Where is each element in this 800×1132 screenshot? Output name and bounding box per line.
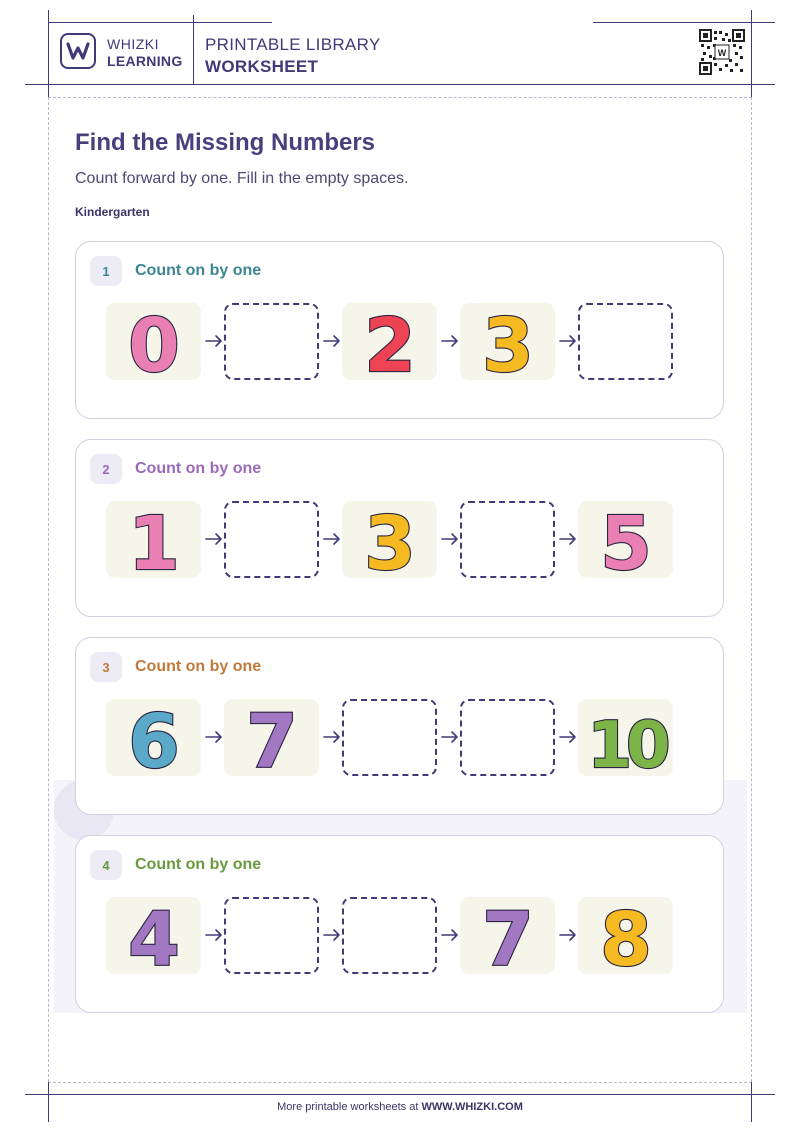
exercise-title: Count on by one [135,856,262,873]
number-tile [460,897,555,974]
exercise-card-1 [75,241,724,419]
instructions: Count forward by one. Fill in the empty spaces. [75,170,409,187]
number-value: 5 [599,501,652,578]
answer-blank[interactable] [224,303,319,380]
whizki-logo-icon [60,33,96,69]
arrow-right-icon [557,528,579,550]
page-title: Find the Missing Numbers [75,129,376,156]
exercise-number: 4 [90,850,122,880]
footer [0,1101,800,1113]
qr-center-label: W [717,48,727,58]
arrow-right-icon [321,330,343,352]
arrow-right-icon [203,924,225,946]
frame-dash-right [751,97,752,1082]
arrow-right-icon [557,330,579,352]
exercise-title: Count on by one [135,460,262,477]
number-tile [224,699,319,776]
number-value: 4 [127,897,180,974]
number-tile [106,699,201,776]
number-tile [460,303,555,380]
exercise-card-3 [75,637,724,815]
brand-name: WHIZKI [107,36,159,52]
arrow-right-icon [321,528,343,550]
number-value: 3 [363,501,416,578]
answer-blank[interactable] [460,501,555,578]
number-value: 0 [127,303,180,380]
number-value: 7 [245,699,298,776]
worksheet-label: WORKSHEET [205,57,319,76]
frame-dash-top [48,97,752,98]
number-tile [106,501,201,578]
footer-text: More printable worksheets at [277,1101,422,1113]
exercise-title: Count on by one [135,658,262,675]
exercise-card-2 [75,439,724,617]
frame-line-top-left [48,22,272,23]
grade-level: Kindergarten [75,205,150,219]
qr-code-icon [699,29,745,75]
number-tile [106,897,201,974]
arrow-right-icon [203,528,225,550]
footer-link[interactable]: WWW.WHIZKI.COM [421,1101,523,1113]
answer-blank[interactable] [342,699,437,776]
answer-blank[interactable] [224,897,319,974]
library-label: PRINTABLE LIBRARY [205,35,381,54]
arrow-right-icon [557,924,579,946]
frame-dash-left [48,97,49,1082]
number-tile [578,897,673,974]
frame-line-footer [25,1094,775,1095]
frame-line-divider [193,15,194,85]
number-value: 6 [127,699,180,776]
arrow-right-icon [321,924,343,946]
brand-tagline: LEARNING [107,53,183,69]
number-value: 2 [363,303,416,380]
arrow-right-icon [321,726,343,748]
number-value: 1 [127,501,180,578]
exercise-title: Count on by one [135,262,262,279]
number-value: 7 [481,897,534,974]
exercise-number: 2 [90,454,122,484]
number-tile [342,501,437,578]
number-value: 8 [599,897,652,974]
number-tile [578,501,673,578]
frame-line-top-right [593,22,775,23]
frame-line-header [25,84,775,85]
number-value: 3 [481,303,534,380]
arrow-right-icon [203,330,225,352]
frame-dash-bottom [48,1082,752,1083]
exercise-number: 3 [90,652,122,682]
answer-blank[interactable] [460,699,555,776]
arrow-right-icon [439,924,461,946]
arrow-right-icon [439,330,461,352]
answer-blank[interactable] [578,303,673,380]
answer-blank[interactable] [342,897,437,974]
arrow-right-icon [439,528,461,550]
number-tile [106,303,201,380]
arrow-right-icon [557,726,579,748]
number-tile [578,699,673,776]
frame-line-left-top [48,10,49,100]
number-value: 10 [586,709,665,776]
number-tile [342,303,437,380]
answer-blank[interactable] [224,501,319,578]
exercise-number: 1 [90,256,122,286]
arrow-right-icon [203,726,225,748]
exercise-card-4 [75,835,724,1013]
arrow-right-icon [439,726,461,748]
frame-line-right-top [751,10,752,100]
